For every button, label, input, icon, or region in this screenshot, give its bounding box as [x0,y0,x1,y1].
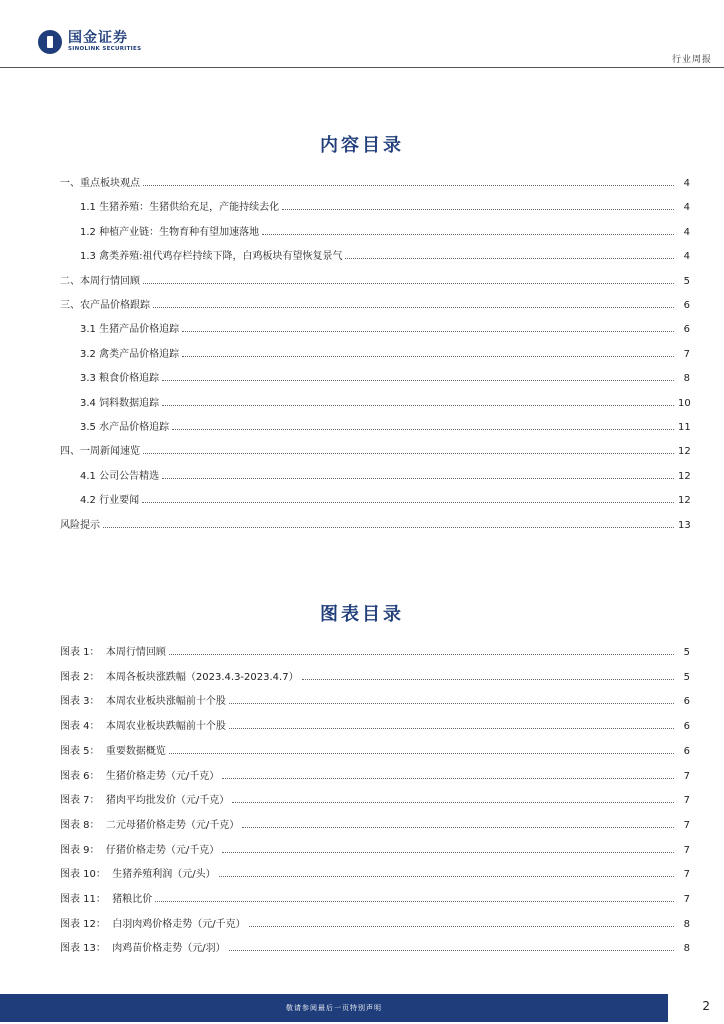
dot-leader [162,469,674,479]
footer-disclaimer: 敬请参阅最后一页特别声明 [286,1004,382,1012]
dot-leader [282,200,674,210]
company-logo [38,30,141,54]
toc-entry[interactable] [60,917,690,931]
toc-entry-page: 12 [678,470,691,482]
dot-leader [143,444,674,454]
dot-leader [169,645,674,655]
dot-leader [142,493,674,503]
dot-leader [172,420,674,430]
dot-leader [229,941,674,951]
toc-entry[interactable] [60,694,690,708]
logo-english-name: SINOLINK SECURITIES [68,46,142,52]
toc-entry-page: 5 [683,671,690,683]
toc-entry[interactable] [60,793,690,807]
toc-entry-page: 4 [683,178,690,189]
toc-entry-label: 图表 2： 本周各板块涨跌幅（2023.4.3-2023.4.7） [60,671,299,683]
toc-entry-label: 四、一周新闻速览 [60,446,140,458]
dot-leader [219,867,674,877]
toc-entry-page: 5 [683,275,690,287]
toc-entry[interactable] [60,371,690,385]
page-number: 2 [702,999,710,1013]
toc-entry-page: 8 [683,373,690,385]
toc-entry[interactable] [60,719,690,733]
toc-entry-label: 图表 11： 猪粮比价 [60,894,153,905]
dot-leader [162,396,674,406]
toc-entry[interactable] [60,867,690,881]
toc-entry-page: 6 [683,324,690,336]
toc-entry-label: 4.1 公司公告精选 [80,470,160,482]
logo-chinese-name: 国金证券 [68,30,128,46]
toc-entry[interactable] [60,744,690,758]
dot-leader [103,518,674,528]
toc-entry[interactable] [60,225,690,239]
toc-entry-label: 3.5 水产品价格追踪 [80,422,170,433]
toc-entry-label: 图表 8： 二元母猪价格走势（元/千克） [60,819,240,831]
toc-entry-label: 二、本周行情回顾 [60,275,140,287]
toc-entry-page: 6 [683,745,690,757]
toc-entry-page: 7 [683,819,690,831]
toc-entry-page: 8 [683,918,690,930]
toc-entry-label: 图表 12： 白羽肉鸡价格走势（元/千克） [60,918,246,930]
contents-title: 内容目录 [320,135,404,156]
toc-entry-label: 1.3 禽类养殖:祖代鸡存栏持续下降，白鸡板块有望恢复景气 [80,251,343,263]
dot-leader [345,249,674,259]
toc-entry[interactable] [60,843,690,857]
toc-entry-page: 7 [683,795,690,807]
toc-entry-label: 1.1 生猪养殖：生猪供给充足，产能持续去化 [80,202,280,214]
toc-entry[interactable] [60,200,690,214]
dot-leader [182,322,674,332]
toc-entry-page: 8 [683,943,690,955]
dot-leader [153,298,674,308]
logo-mark-icon [38,30,62,54]
toc-entry-label: 图表 6： 生猪价格走势（元/千克） [60,770,220,782]
toc-entry-page: 7 [683,894,690,905]
toc-entry-label: 3.4 饲料数据追踪 [80,397,160,409]
toc-entry-page: 10 [678,397,691,409]
toc-entry-label: 图表 1： 本周行情回顾 [60,647,166,658]
figures-title: 图表目录 [320,604,404,625]
dot-leader [222,843,674,853]
toc-entry-label: 图表 7： 猪肉平均批发价（元/千克） [60,795,230,807]
toc-entry[interactable] [60,892,690,906]
toc-entry[interactable] [60,298,690,312]
toc-entry[interactable] [60,176,690,190]
dot-leader [249,917,674,927]
toc-entry-label: 4.2 行业要闻 [80,495,140,507]
toc-entry-label: 风险提示 [60,519,100,531]
dot-leader [232,793,674,803]
header-divider [0,67,724,68]
toc-entry[interactable] [60,322,690,336]
dot-leader [242,818,674,828]
toc-entry-label: 3.1 生猪产品价格追踪 [80,324,180,336]
toc-entry[interactable] [60,347,690,361]
toc-entry[interactable] [60,493,690,507]
dot-leader [155,892,674,902]
dot-leader [302,670,674,680]
toc-entry-page: 4 [683,226,690,238]
toc-entry-page: 4 [683,251,690,263]
toc-entry-label: 图表 10： 生猪养殖利润（元/头） [60,869,216,881]
toc-entry[interactable] [60,396,690,410]
dot-leader [143,274,674,284]
toc-entry-page: 12 [678,446,691,458]
dot-leader [222,769,674,779]
toc-entry[interactable] [60,818,690,832]
dot-leader [182,347,674,357]
toc-entry[interactable] [60,670,690,684]
toc-entry-label: 1.2 种植产业链：生物育种有望加速落地 [80,226,260,238]
toc-entry-page: 7 [683,844,690,856]
dot-leader [162,371,674,381]
toc-entry[interactable] [60,249,690,263]
toc-entry[interactable] [60,941,690,955]
toc-entry-page: 12 [678,495,691,507]
toc-entry-label: 一、重点板块观点 [60,178,140,189]
dot-leader [229,694,674,704]
toc-entry-label: 3.2 禽类产品价格追踪 [80,348,180,360]
toc-entry-label: 图表 4： 本周农业板块跌幅前十个股 [60,721,226,733]
page-header [0,0,724,70]
toc-entry-page: 5 [683,647,690,658]
dot-leader [262,225,674,235]
toc-entry-page: 4 [683,202,690,214]
toc-entry[interactable] [60,469,690,483]
toc-entry-page: 7 [683,348,690,360]
toc-entry-label: 三、农产品价格跟踪 [60,300,150,311]
toc-entry-page: 6 [683,696,690,708]
toc-entry-label: 图表 13： 肉鸡苗价格走势（元/羽） [60,943,226,955]
toc-entry-page: 7 [683,770,690,782]
toc-entry[interactable] [60,518,690,532]
toc-entry-page: 7 [683,869,690,881]
toc-entry-label: 图表 5： 重要数据概览 [60,745,166,757]
toc-entry[interactable] [60,274,690,288]
toc-entry-label: 3.3 粮食价格追踪 [80,373,160,385]
toc-entry-page: 11 [678,422,691,433]
toc-entry-page: 6 [683,300,690,311]
report-type: 行业周报 [671,55,712,65]
toc-entry[interactable] [60,444,690,458]
toc-entry[interactable] [60,645,690,659]
toc-entry-page: 6 [683,721,690,733]
toc-entry-page: 13 [678,519,691,531]
toc-entry[interactable] [60,769,690,783]
toc-entry-label: 图表 9： 仔猪价格走势（元/千克） [60,844,220,856]
toc-entry-label: 图表 3： 本周农业板块涨幅前十个股 [60,696,226,708]
dot-leader [143,176,674,186]
dot-leader [229,719,674,729]
dot-leader [169,744,674,754]
toc-entry[interactable] [60,420,690,434]
